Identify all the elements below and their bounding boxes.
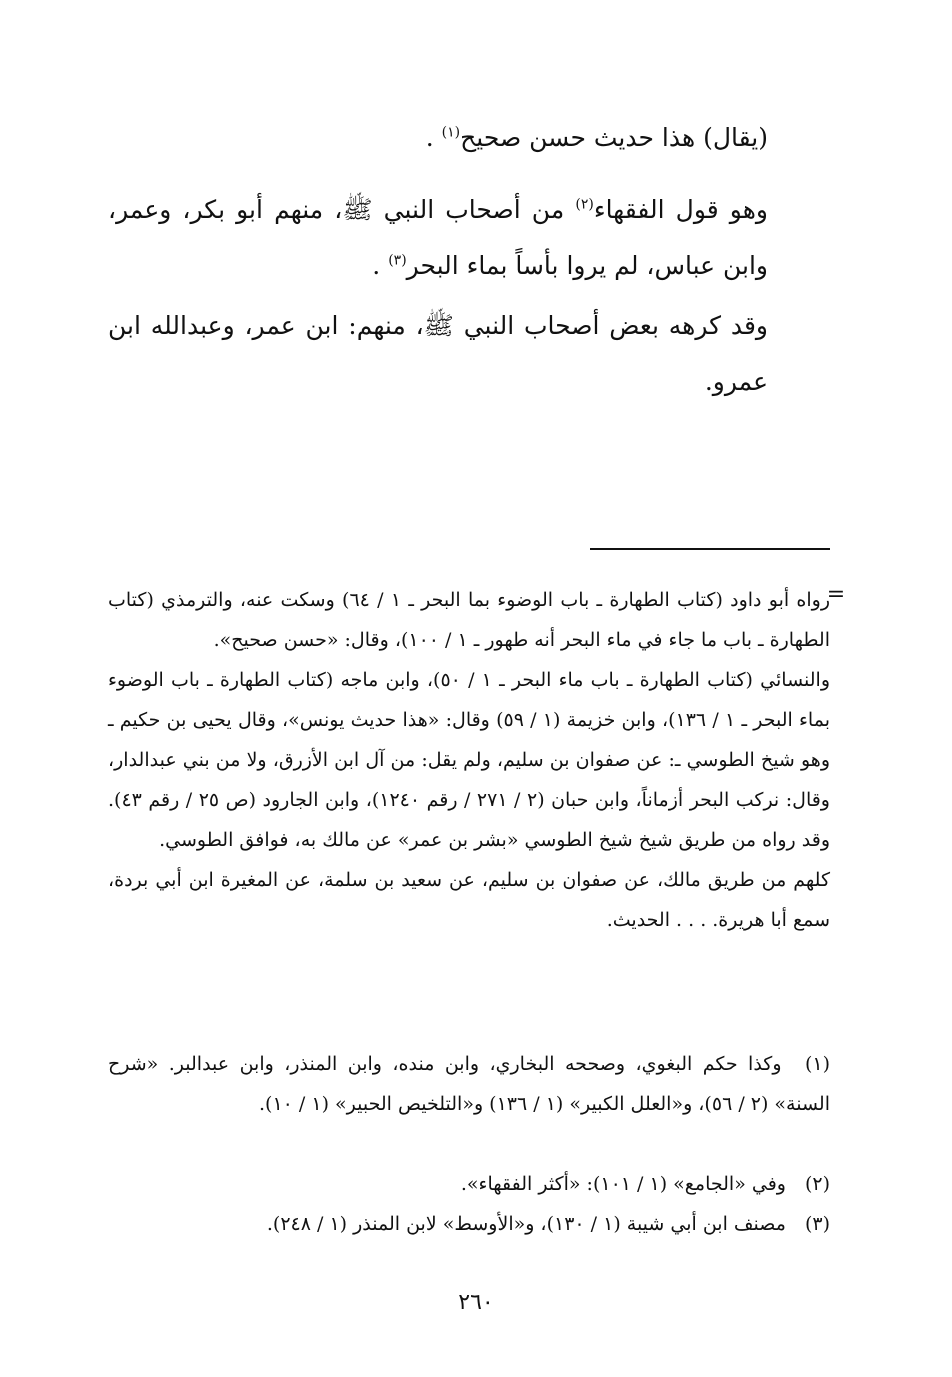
footnote-ref-1[interactable]: (١) — [441, 124, 461, 141]
paragraph-2 — [108, 182, 830, 294]
paragraph-3-text: وقد كرهه بعض أصحاب النبي ﷺ، منهم: ابن عمر، وعبدالله ابن عمرو. — [108, 311, 768, 396]
continuation-paragraph-1: رواه أبو داود (كتاب الطهارة ـ باب الوضوء بما البحر ـ ١ / ٦٤) وسكت عنه، والترمذي (كتاب الطهارة ـ باب ما جاء في ماء البحر أنه طهور ـ ١ / ١٠٠)، وقال: «حسن صحيح». — [108, 589, 830, 651]
footnote-1-number: (١) — [804, 1053, 831, 1075]
paragraph-1 — [108, 110, 830, 166]
page-number: ٢٦٠ — [458, 1290, 494, 1315]
paragraph-2-end: . — [372, 251, 389, 280]
footnote-3-text: مصنف ابن أبي شيبة (١ / ١٣٠)، و«الأوسط» لابن المنذر (١ / ٢٤٨). — [266, 1213, 786, 1235]
footnote-2 — [108, 1164, 830, 1204]
footnote-3-number: (٣) — [804, 1213, 830, 1235]
footnote-2-number: (٢) — [804, 1173, 830, 1195]
footnote-ref-2[interactable]: (٢) — [575, 196, 594, 213]
footnote-1-text: وكذا حكم البغوي، وصححه البخاري، وابن منده، وابن المنذر، وابن عبدالبر. «شرح السنة» (٢ / ٥٦)، و«العلل الكبير» (١ / ١٣٦) و«التلخيص الحبير» (١ / ١٠). — [108, 1053, 830, 1115]
paragraph-2-text-b: من أصحاب النبي ﷺ، منهم أبو بكر، وعمر، وابن عباس، لم يروا بأساً بماء البحر — [108, 195, 768, 280]
paragraph-3 — [108, 298, 830, 410]
footnote-2-text: وفي «الجامع» (١ / ١٠١): «أكثر الفقهاء». — [460, 1173, 786, 1195]
paragraph-1-end: . — [425, 123, 442, 152]
continuation-paragraph-2: والنسائي (كتاب الطهارة ـ باب ماء البحر ـ ١ / ٥٠)، وابن ماجه (كتاب الطهارة ـ باب الوضوء بماء البحر ـ ١ / ١٣٦)، وابن خزيمة (١ / ٥٩) وقال: «هذا حديث يونس»، وقال يحيى بن حكيم ـ وهو شيخ الطوسي ـ: عن صفوان بن سليم، ولم يقل: من آل ابن الأزرق، ولا من بني عبدالدار، وقال: نركب البحر أزماناً، وابن حبان (٢ / ٢٧١ / رقم ١٢٤٠)، وابن الجارود (ص ٢٥ / رقم ٤٣). وقد رواه من طريق شيخ شيخ الطوسي «بشر بن عمر» عن مالك به، فوافق الطوسي. — [108, 669, 830, 851]
continuation-paragraph-3: كلهم من طريق مالك، عن صفوان بن سليم، عن سعيد بن سلمة، عن المغيرة ابن أبي بردة، سمع أبا هريرة. . . . الحديث. — [108, 869, 830, 931]
footnote-ref-3[interactable]: (٣) — [388, 252, 407, 269]
paragraph-2-text-a: وهو قول الفقهاء — [593, 195, 768, 224]
footnote-3 — [108, 1204, 830, 1244]
footnote-continuation — [108, 580, 830, 940]
footnote-separator — [590, 548, 830, 550]
continuation-marker: = — [826, 582, 846, 607]
paragraph-1-text: (يقال) هذا حديث حسن صحيح — [460, 123, 768, 152]
footnote-1 — [108, 1044, 830, 1124]
